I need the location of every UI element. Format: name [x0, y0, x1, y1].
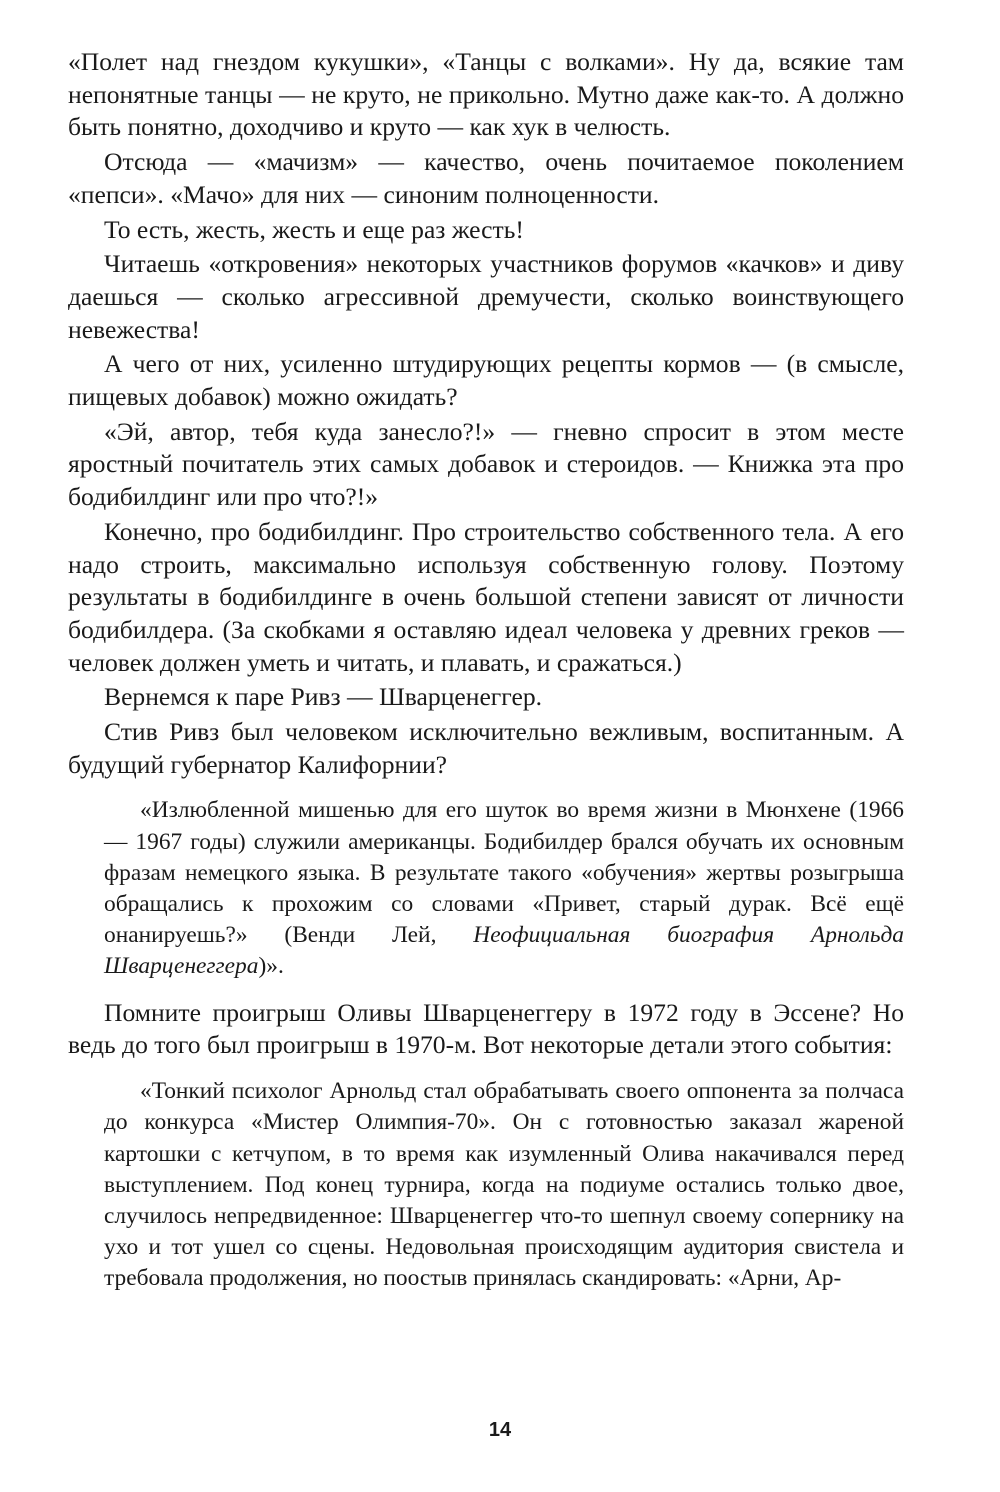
paragraph: Помните проигрыш Оливы Шварценеггеру в 1972 году в Эссене? Но ведь до того был проигрыш в 1970-м. Вот некоторые детали этого события:: [68, 997, 904, 1060]
block-quote-1: [68, 795, 904, 982]
block-quote-2: [68, 1076, 904, 1294]
paragraph: Читаешь «откровения» некоторых участников форумов «качков» и диву даешься — сколько агрессивной дремучести, сколько воинствующего невежества!: [68, 249, 904, 344]
paragraph: «Полет над гнездом кукушки», «Танцы с волками». Ну да, всякие там непонятные танцы — не круто, не прикольно. Мутно даже как-то. А должно быть понятно, доходчиво и круто — как хук в челюсть.: [68, 47, 904, 142]
paragraph: Отсюда — «мачизм» — качество, очень почитаемое поколением «пепси». «Мачо» для них — синоним полноценности.: [68, 147, 904, 209]
quote-paragraph: [104, 795, 904, 982]
quote-text: «Излюбленной мишенью для его шуток во время жизни в Мюнхене (1966 — 1967 годы) служили американцы. Бодибилдер брался обучать их основным фразам немецкого языка. В результате такого «обучения» жертвы розыгрыша обращались к прохожим со словами «Привет, старый дурак. Всё ещё онанируешь?» (Венди Лей,: [104, 797, 904, 949]
paragraph: А чего от них, усиленно штудирующих рецепты кормов — (в смысле, пищевых добавок) можно ожидать?: [68, 349, 904, 412]
paragraph: То есть, жесть, жесть и еще раз жесть!: [104, 214, 524, 244]
body-text-block-1: [68, 46, 904, 781]
paragraph: «Эй, автор, тебя куда занесло?!» — гневно спросит в этом месте яростный почитатель этих самых добавок и стероидов. — Книжка эта про бодибилдинг или про что?!»: [68, 416, 904, 512]
quote-tail: )».: [258, 953, 284, 980]
paragraph: Стив Ривз был человеком исключительно вежливым, воспитанным. А будущий губернатор Калифорнии?: [68, 717, 904, 779]
paragraph: Конечно, про бодибилдинг. Про строительство собственного тела. А его надо строить, максимально используя собственную голову. Поэтому результаты в бодибилдинге в очень большой степени зависят от личности бодибилдера. (За скобками я оставляю идеал человека у древних греков — человек должен уметь и читать, и плавать, и сражаться.): [68, 516, 904, 677]
quote-book-title: Неофициальная биография Арнольда Шварценеггера: [104, 922, 904, 980]
paragraph: Вернемся к паре Ривз — Шварценеггер.: [104, 682, 543, 712]
body-text-block-2: [68, 997, 904, 1062]
page-number: 14: [488, 1419, 512, 1441]
book-page: [68, 46, 904, 1309]
quote-paragraph: «Тонкий психолог Арнольд стал обрабатывать своего оппонента за полчаса до конкурса «Мистер Олимпия-70». Он с готовностью заказал жареной картошки с кетчупом, в то время как изумленный Олива накачивался перед выступлением. Под конец турнира, когда на подиуме остались только двое, случилось непредвиденное: Шварценеггер что-то шепнул своему сопернику на ухо и тот ушел со сцены. Недовольная происходящим аудитория свистела и требовала продолжения, но поостыв принялась скандировать: «Арни, Ар-: [104, 1078, 904, 1292]
